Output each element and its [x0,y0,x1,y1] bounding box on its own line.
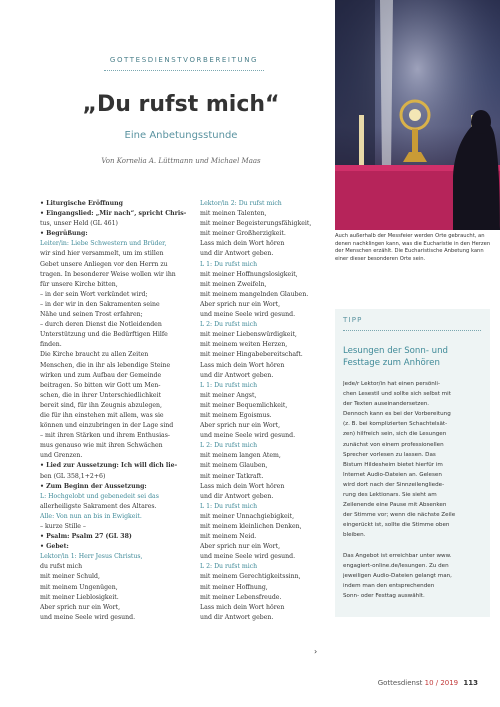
text-line: und meine Seele wird gesund. [200,311,296,319]
text-line: – durch deren Dienst die Notleidenden [40,321,162,329]
text-line: Aber sprich nur ein Wort, [200,543,281,551]
text-line: mit meiner Tatkraft. [200,472,264,480]
text-line: mit meiner Lieblosigkeit. [40,593,119,601]
text-line: • Begrüßung: [40,230,88,238]
text-line: – mit ihren Stärken und ihrem Enthusias- [40,432,171,440]
text-line: Menschen, die in ihr als lebendige Steine [40,361,171,369]
tip-text-line: Zeilenende eine Pause mit Absenken [343,502,447,509]
text-line: tragen. In besonderer Weise wollen wir ihn [40,270,176,278]
monstrance-photo [335,0,500,230]
article-title: „Du rufst mich“ [82,92,280,117]
photo-caption: Auch außerhalb der Messfeier werden Orte gebraucht, an denen nachklingen kann, was die Eucharistie in den Herzen der Menschen erzählt. Die Eucharistische Anbetung kann einer dieser besonderen Orte sein. [335,233,491,262]
text-line: mit meinem mangelnden Glauben. [200,290,309,298]
text-line: können und einzubringen in der Lage sind [40,422,174,430]
tip-text-line: Jede/r Lektor/in hat einen persönli- [343,381,440,387]
text-line: mit meinem weiten Herzen, [200,341,288,349]
text-line: mit meiner Unnachgiebigkeit, [200,512,295,520]
text-line: Aber sprich nur ein Wort, [200,300,281,308]
text-line: mit meinem kleinlichen Denken, [200,523,302,530]
footer-page-number: 113 [463,679,478,687]
tip-text-line: bleiben. [343,532,366,539]
text-line: • Psalm: Psalm 27 (GL 38) [40,533,132,541]
text-line: mit meinem Ungenügen, [40,583,118,591]
text-line: und meine Seele wird gesund. [200,553,296,561]
text-line: L 2: Du rufst mich [200,321,258,329]
tip-text-line: der Stimme vor; wenn die nächste Zeile [343,512,456,519]
text-line: L 1: Du rufst mich [200,260,258,268]
text-line: L 1: Du rufst mich [200,502,258,510]
text-line: Gebet unsere Anliegen vor den Herrn zu [40,260,168,268]
tip-text-line: wird dort nach der Sinnzeilengliede- [343,481,445,488]
text-line: schen, die in ihrer Unterschiedlichkeit [40,391,162,399]
page-footer [378,679,478,687]
tip-label: TIPP [343,316,363,324]
text-line: mit meiner Großherzigkeit. [200,230,286,238]
text-line: • Zum Beginn der Aussetzung: [40,482,147,490]
text-line: mit meiner Begeisterungsfähigkeit, [200,220,312,228]
text-line: beitragen. So bitten wir Gott um Men- [40,381,161,389]
text-line: Lass mich dein Wort hören [200,482,285,490]
text-line: mit meiner Liebenswürdigkeit, [200,331,297,339]
text-line: mit meinem Glauben, [200,462,268,470]
byline: Von Kornelia A. Lüttmann und Michael Maas [101,157,261,165]
text-line: Lass mich dein Wort hören [200,240,285,248]
text-line: bereit sind, für ihn Zeugnis abzulegen, [40,401,162,409]
body-column-2 [200,199,322,623]
text-line: und dir Antwort geben. [200,371,274,379]
tip-text-line: jeweiligen Audio-Dateien gelangt man, [343,572,452,579]
text-line: – in der sein Wort verkündet wird; [40,290,148,298]
footer-issue: 10 / 2019 [424,679,459,687]
text-line: mit meinem Gerechtigkeitssinn, [200,573,301,581]
text-line: mit meiner Angst, [200,391,257,399]
text-line: ben (GL 358,1+2+6) [40,472,106,480]
text-line: und dir Antwort geben. [200,250,274,258]
text-line: Unterstützung und die Bedürftigen Hilfe [40,331,168,339]
text-line: mit meiner Schuld, [40,573,100,581]
tip-text-line: zen) hilfreich sein, sich die Lesungen [343,431,447,438]
tip-text-line: Sonn- oder Festtag auswählt. [343,592,425,599]
text-line: Lass mich dein Wort hören [200,361,285,369]
text-line: mit meinem Egoismus. [200,411,272,419]
text-line: mit meinen Talenten, [200,210,267,218]
tip-text-line [343,541,485,551]
text-line: L 1: Du rufst mich [200,381,258,389]
text-line: • Gebet: [40,543,69,551]
text-line: Die Kirche braucht zu allen Zeiten [40,351,149,359]
text-line: Aber sprich nur ein Wort, [200,422,281,430]
text-line: allerheiligste Sakrament des Altares. [40,502,157,510]
text-line: mit meiner Hoffnung, [200,583,268,591]
tip-text-line: engagiert-online.de/lesungen. Zu den [343,562,449,569]
text-line: tus, unser Held (GL 461) [40,220,118,228]
text-line: mit meinem Neid. [200,533,257,541]
text-line: – kurze Stille – [40,523,87,530]
text-line: und meine Seele wird gesund. [200,432,296,440]
tip-text-line: Internet Audio-Dateien an. Gelesen [343,471,442,478]
text-line: und dir Antwort geben. [200,613,274,621]
tip-text-line: indem man den entsprechenden [343,582,435,589]
text-line: • Liturgische Eröffnung [40,200,123,207]
tip-text-line: Das Angebot ist erreichbar unter www. [343,552,452,559]
tip-text-line: Sprecher vorlesen zu lassen. Das [343,451,436,458]
text-line: und meine Seele wird gesund. [40,613,136,621]
text-line: • Eingangslied: „Mir nach“, spricht Chris- [40,210,187,218]
text-line: Lektor/in 2: Du rufst mich [200,200,282,207]
tip-heading: Lesungen der Sonn- und Festtage zum Anhören [343,346,449,368]
tip-box [335,309,490,617]
text-line: – in der wir in den Sakramenten seine [40,300,160,308]
text-line: L: Hochgelobt und gebenedeit sei das [40,492,159,500]
tip-text-line: Dennoch kann es bei der Vorbereitung [343,411,451,418]
text-line: mit meinem langen Atem, [200,452,281,460]
text-line: • Lied zur Aussetzung: Ich will dich lie- [40,462,178,470]
photo-illustration [335,0,500,230]
tip-text-line: (z. B. bei komplizierten Schachtelsät- [343,421,448,428]
text-line: wirken und zum Aufbau der Gemeinde [40,371,162,379]
text-line: mus genauso wie mit ihren Schwächen [40,442,163,450]
kicker-divider [104,70,264,71]
text-line: Aber sprich nur ein Wort, [40,603,121,611]
text-line: Lektor/in 1: Herr Jesus Christus, [40,553,143,561]
text-line: für unsere Kirche bitten, [40,280,118,288]
tip-divider [343,330,481,331]
text-line: du rufst mich [40,563,83,571]
tip-text-line: chen Lesestil und sollte sich selbst mit [343,391,451,398]
text-line: Lass mich dein Wort hören [200,603,285,611]
continue-arrow: › [314,647,318,656]
text-line: mit meiner Lebensfreude. [200,593,282,601]
tip-text-line: zunächst von einem professionellen [343,441,444,448]
tip-text-line: der Texten auseinandersetzen. [343,401,430,408]
text-line: und Grenzen. [40,452,83,460]
body-column-1 [40,199,187,623]
text-line: Leiter/in: Liebe Schwestern und Brüder, [40,240,167,248]
footer-magazine: Gottesdienst [377,679,423,687]
text-line: wir sind hier versammelt, um im stillen [40,250,164,258]
text-line: die für ihn einstehen mit allem, was sie [40,411,164,419]
text-line: mit meiner Hingabebereitschaft. [200,351,303,359]
tip-text-line: eingerückt ist, sollte die Stimme oben [343,522,450,529]
text-line: L 2: Du rufst mich [200,563,258,571]
kicker: GOTTESDIENSTVORBEREITUNG [109,56,259,64]
text-line: mit meiner Hoffnungslosigkeit, [200,270,298,278]
text-line: Alle: Von nun an bis in Ewigkeit. [40,512,142,520]
text-line: und dir Antwort geben. [200,492,274,500]
tip-body [343,379,485,601]
text-line: mit meiner Bequemlichkeit, [200,401,288,409]
text-line: L 2: Du rufst mich [200,442,258,450]
text-line: Nähe und seinen Trost erfahren; [40,311,143,319]
tip-text-line: Bistum Hildesheim bietet hierfür im [343,461,443,468]
tip-text-line: rung des Lektionars. Sie sieht am [343,492,437,499]
article-subtitle: Eine Anbetungsstunde [124,130,238,141]
text-line: finden. [40,341,62,349]
text-line: mit meinen Zweifeln, [200,280,267,288]
